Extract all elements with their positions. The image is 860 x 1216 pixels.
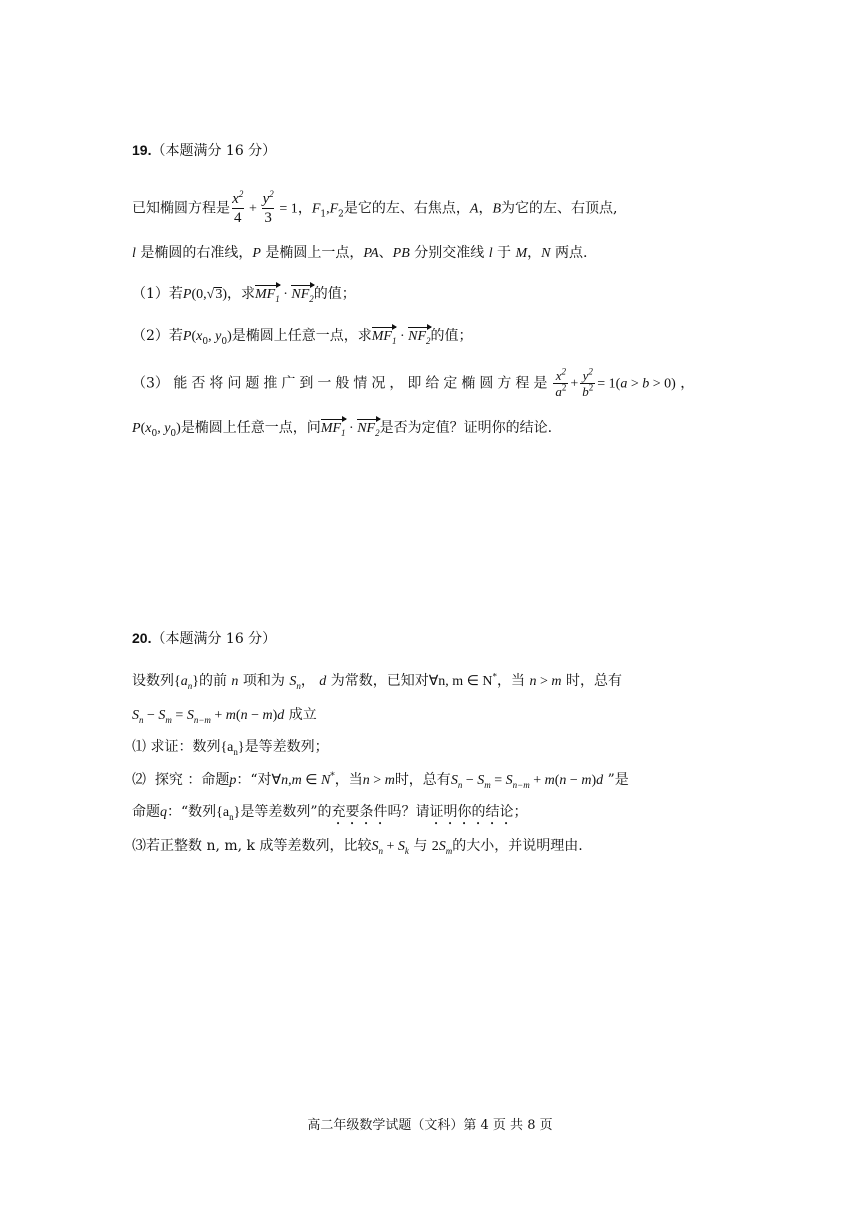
q20-sub2-cont: 命题q：“数列$\{a_n\}$是等差数列”的充要条件吗？请证明你的结论； (132, 804, 528, 822)
general-frac-x: $\frac{x^2}{a^2}$ (555, 366, 567, 399)
q20-number: 20. (132, 630, 152, 646)
q19-part2: （2）若$P(x_0$, $y_0$)是椭圆上任意一点，求$MF_1 \cdot NF_2$的值； (132, 328, 473, 347)
q19-part1: （1）若P(0,√3)，求$MF_1 \cdot NF_2$的值； (132, 286, 356, 304)
q19-score: （本题满分 16 分） (151, 143, 277, 159)
q19-part3: （3） 能否将问题推广到一般情况，即给定椭圆方程是 $\frac{x^2}{a^2}$ + $\frac{y^2}{b^2}$ = 1(a > b > 0) ， (132, 366, 695, 399)
q19-line1: 已知椭圆方程是 $\frac{x^2}{4}$ + $\frac{y^2}{3}$ = 1，$F_1,F_2$是它的左、右焦点，A，B为它的左、右顶点, (132, 189, 618, 226)
q20-heading (132, 628, 276, 649)
page-footer: 高二年级数学试题（文科）第 4 页 共 8 页 (307, 1118, 553, 1133)
q20-line1: 设数列$\{a_n\}$的前 n 项和为 $S_n$， d 为常数，已知对∀n, m ∈ N*，当 n > m 时，总有 (132, 671, 622, 691)
q20-sub1: ⑴ 求证：数列$\{a_n\}$是等差数列； (132, 739, 329, 757)
q19-number: 19. (132, 142, 152, 158)
q19-heading (132, 140, 276, 161)
emphasis-prove: 证明你的结论 (429, 804, 514, 820)
general-frac-y: $\frac{y^2}{b^2}$ (582, 366, 594, 399)
q20-line2: $S_n - S_m = S_{n-m} + m(n - m)d$ 成立 (132, 707, 317, 725)
ellipse-frac-y: $\frac{y^2}{3}$ (262, 189, 274, 226)
q20-score: （本题满分 16 分） (151, 631, 277, 647)
q20-sub2: ⑵ 探究 ：命题p：“对∀n,m ∈ N*，当n > m时，总有$S_n - S_m = S_{n-m} + m(n - m)d$ ”是 (132, 771, 629, 790)
q19-part3-cont: $P(x_0$, $y_0$)是椭圆上任意一点，问$MF_1 \cdot NF_2$是否为定值？证明你的结论. (132, 420, 553, 439)
ellipse-frac-x: $\frac{x^2}{4}$ (232, 189, 244, 226)
q19-line2: l 是椭圆的右准线，P 是椭圆上一点，PA、PB 分别交准线 l 于 M，N 两点. (132, 245, 588, 261)
q20-sub3: ⑶若正整数 n, m, k 成等差数列，比较$S_n + S_k$ 与 $2S_m$的大小，并说明理由. (132, 838, 583, 856)
emphasis-necessary-sufficient: 充要条件 (331, 804, 388, 820)
